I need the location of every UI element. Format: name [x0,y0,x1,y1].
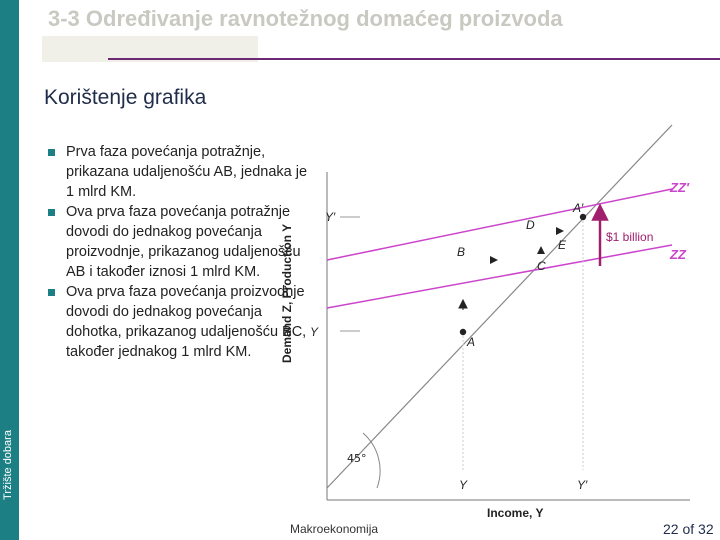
line-zz [327,245,672,308]
shift-label: $1 billion [606,230,654,244]
bullet-item: Prva faza povećanja potražnje, prikazana udaljenošću AB, jednaka je 1 mlrd KM. [48,142,308,202]
label-point-a: A [467,335,476,349]
arrow-up [459,300,467,310]
slide-subtitle: Korištenje grafika [44,86,207,109]
y-tick-y: Y [310,325,319,339]
slide-title: 3-3 Određivanje ravnotežnog domaćeg proizvoda [48,6,563,31]
x-axis-title: Income, Y [487,506,544,520]
bullet-item: Ova prva faza povećanja potražnje dovodi do jednakog povećanja proizvodnje, prikazanog udaljenošću AB i također iznosi 1 mlrd KM. [48,202,308,282]
angle-label: 45° [347,452,367,465]
label-point-e: E [558,238,567,252]
point-a [460,329,466,335]
label-point-c: C [537,259,546,273]
footer-course-name: Makroekonomija [290,522,379,536]
page-number: 22 of 32 [663,521,714,537]
x-tick-y: Y [459,478,468,492]
x-tick-y-prime: Y′ [577,478,588,492]
line-zz-prime [327,189,672,260]
arrow-up-2 [537,246,545,254]
label-point-b: B [457,245,466,259]
y-axis-title: Demand Z, Production Y [280,223,294,363]
label-zz: ZZ [670,247,686,262]
label-zz-prime: ZZ′ [670,180,689,195]
label-point-a-prime: A′ [573,201,584,215]
label-point-d: D [526,218,535,232]
line-45-degree [327,125,672,488]
bullet-item: Ova prva faza povećanja proizvodnje dovodi do jednakog povećanja dohotka, prikazanog udaljenošću BC, također jednakog 1 mlrd KM. [48,282,308,362]
arrow-right-2 [556,227,564,235]
y-tick-y-prime: Y′ [325,210,336,224]
arrow-right [490,256,498,264]
sidebar-label: Tržište dobara [2,430,14,500]
